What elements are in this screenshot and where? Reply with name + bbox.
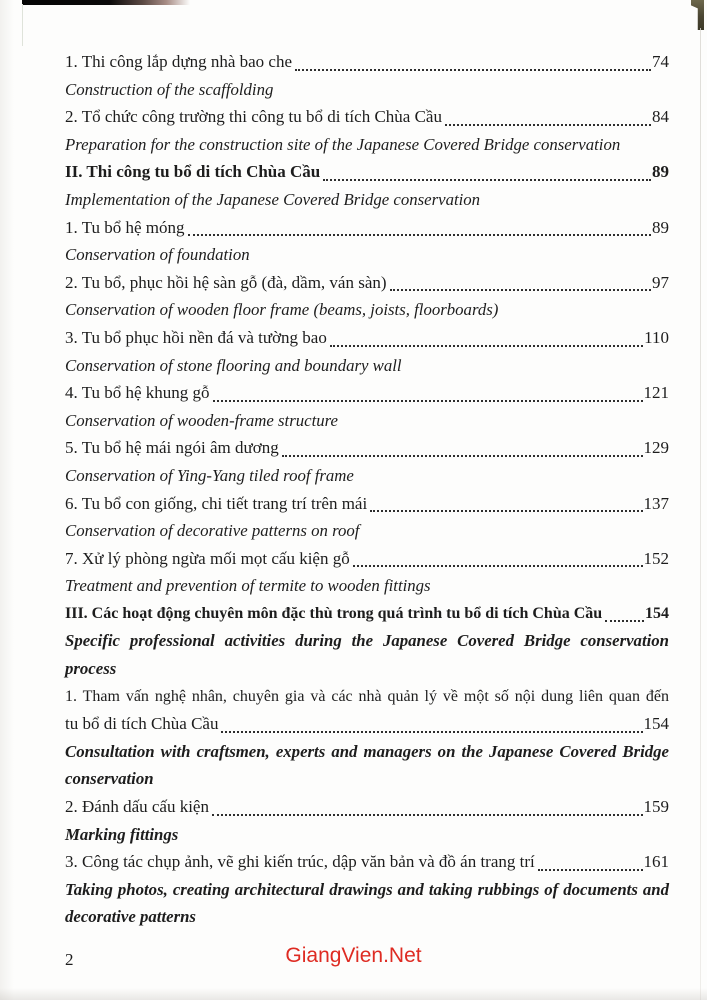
toc-entry-page-number: 97 [652,272,669,292]
dot-leader [370,510,642,512]
toc-entry-title-en: Conservation of stone flooring and boundary wall [65,355,402,375]
toc-entry-title-row [65,710,669,738]
toc-entry-page-number: 89 [652,217,669,237]
toc-entry-page-number: 159 [643,797,669,817]
dot-leader [445,124,651,126]
toc-entry-title-en: Marking fittings [65,824,179,844]
toc-entry [65,793,669,848]
toc-entry-page-number: 129 [643,438,669,458]
toc-entry-title-vi: III. Các hoạt động chuyên môn đặc thù trong quá trình tu bổ di tích Chùa Cầu [65,604,603,622]
toc-entry-page-number: 154 [645,604,669,622]
toc-entry-title-vi: 2. Tổ chức công trường thi công tu bổ di tích Chùa Cầu [65,107,442,127]
toc-entry-title-row [65,434,669,462]
toc-entry-title-vi: 3. Tu bổ phục hồi nền đá và tường bao [65,327,327,347]
toc-entry [65,269,669,324]
scan-artifact-page-corner [691,0,704,30]
toc-entry [65,545,669,600]
toc-entry-title-vi: 1. Thi công lắp dựng nhà bao che [65,52,293,71]
toc-entry [65,103,669,158]
toc-entry-title-vi: 3. Công tác chụp ảnh, vẽ ghi kiến trúc, dập văn bản và đồ án trang trí [65,852,535,872]
toc-entry-page-number: 154 [643,714,669,734]
toc-entry-title-row [65,545,669,573]
toc-entry-title-en: Specific professional activities during the Japanese Covered Bridge conservation process [65,631,669,679]
toc-entry-title-en: Treatment and prevention of termite to wooden fittings [65,576,431,596]
toc-entry-title-row [65,793,669,821]
toc-entry-page-number: 121 [643,383,669,403]
toc-entry-title-vi-line2: tu bổ di tích Chùa Cầu [65,714,219,734]
toc-entry-title-en: Preparation for the construction site of the Japanese Covered Bridge conservation [65,134,621,154]
toc-entry-page-number: 110 [644,327,669,347]
toc-entry-title-row [65,379,669,407]
toc-entry-title-row [65,490,669,518]
toc-entry-page-number: 137 [643,493,669,513]
toc-entry-title-vi: 2. Đánh dấu cấu kiện [65,797,209,817]
dot-leader [538,869,643,871]
toc-entry-page-number: 89 [652,162,669,182]
toc-entry-title-vi: 4. Tu bổ hệ khung gỗ [65,383,210,403]
toc-entry-title-en: Taking photos, creating architectural drawings and taking rubbings of documents and decorative patterns [65,879,669,927]
toc-entry-title-row [65,214,669,242]
toc-entry [65,434,669,489]
toc-entry-title-row [65,600,669,628]
toc-section-heading [65,600,669,683]
dot-leader [390,289,651,291]
dot-leader [188,234,652,236]
toc-section-heading [65,158,669,213]
watermark-text: GiangVien.Net [285,944,422,967]
toc-entry-title-vi: 2. Tu bổ, phục hồi hệ sàn gỗ (đà, dầm, ván sàn) [65,272,387,292]
toc-entry-page-number: 74 [652,52,669,71]
page-edge-right [700,28,701,1000]
toc-entry-title-vi: II. Thi công tu bổ di tích Chùa Cầu [65,162,321,182]
dot-leader [605,620,644,622]
page-number: 2 [65,950,74,969]
dot-leader [212,814,643,816]
toc-entry-title-en: Conservation of wooden floor frame (beams, joists, floorboards) [65,300,499,320]
toc-entry [65,683,669,793]
toc-entry-page-number: 161 [643,852,669,872]
toc-entry-title-vi: 6. Tu bổ con giống, chi tiết trang trí trên mái [65,493,368,513]
dot-leader [282,455,643,457]
toc-entry-title-vi-line1: 1. Tham vấn nghệ nhân, chuyên gia và các nhà quản lý về một số nội dung liên quan đến [65,687,669,705]
dot-leader [330,345,643,347]
toc-entry-title-en: Conservation of foundation [65,245,250,265]
toc-entry [65,214,669,269]
toc-entry-title-row [65,848,669,876]
table-of-contents [65,48,669,931]
toc-entry-title-en: Consultation with craftsmen, experts and managers on the Japanese Covered Bridge conservation [65,741,669,789]
toc-entry-title-en: Construction of the scaffolding [65,79,274,99]
toc-entry-title-row [65,158,669,186]
toc-entry [65,848,669,931]
dot-leader [323,179,651,181]
scan-artifact-top-bar [22,0,190,5]
dot-leader [353,565,643,567]
dot-leader [295,69,651,71]
toc-entry-title-en: Conservation of decorative patterns on roof [65,521,360,541]
toc-entry-page-number: 84 [652,107,669,127]
dot-leader [213,400,643,402]
page-edge-bottom-shade [0,988,707,1000]
toc-entry-page-number: 152 [643,548,669,568]
dot-leader [221,731,642,733]
toc-entry-title-en: Conservation of Ying-Yang tiled roof frame [65,465,354,485]
toc-entry-title-vi: 7. Xử lý phòng ngừa mối mọt cấu kiện gỗ [65,548,350,568]
toc-entry-title-row [65,103,669,131]
toc-entry-title-en: Conservation of wooden-frame structure [65,410,338,430]
toc-entry [65,490,669,545]
toc-entry-title-vi: 5. Tu bổ hệ mái ngói âm dương [65,438,279,458]
toc-entry [65,324,669,379]
toc-entry [65,379,669,434]
toc-entry-title-vi: 1. Tu bổ hệ móng [65,217,185,237]
page-edge-left-shade [0,0,14,1000]
scan-artifact-left-line [22,4,23,46]
toc-entry-title-row [65,269,669,297]
toc-entry-title-row [65,48,669,76]
toc-entry [65,48,669,103]
toc-entry-title-en: Implementation of the Japanese Covered Bridge conservation [65,189,481,209]
toc-entry-title-row [65,324,669,352]
